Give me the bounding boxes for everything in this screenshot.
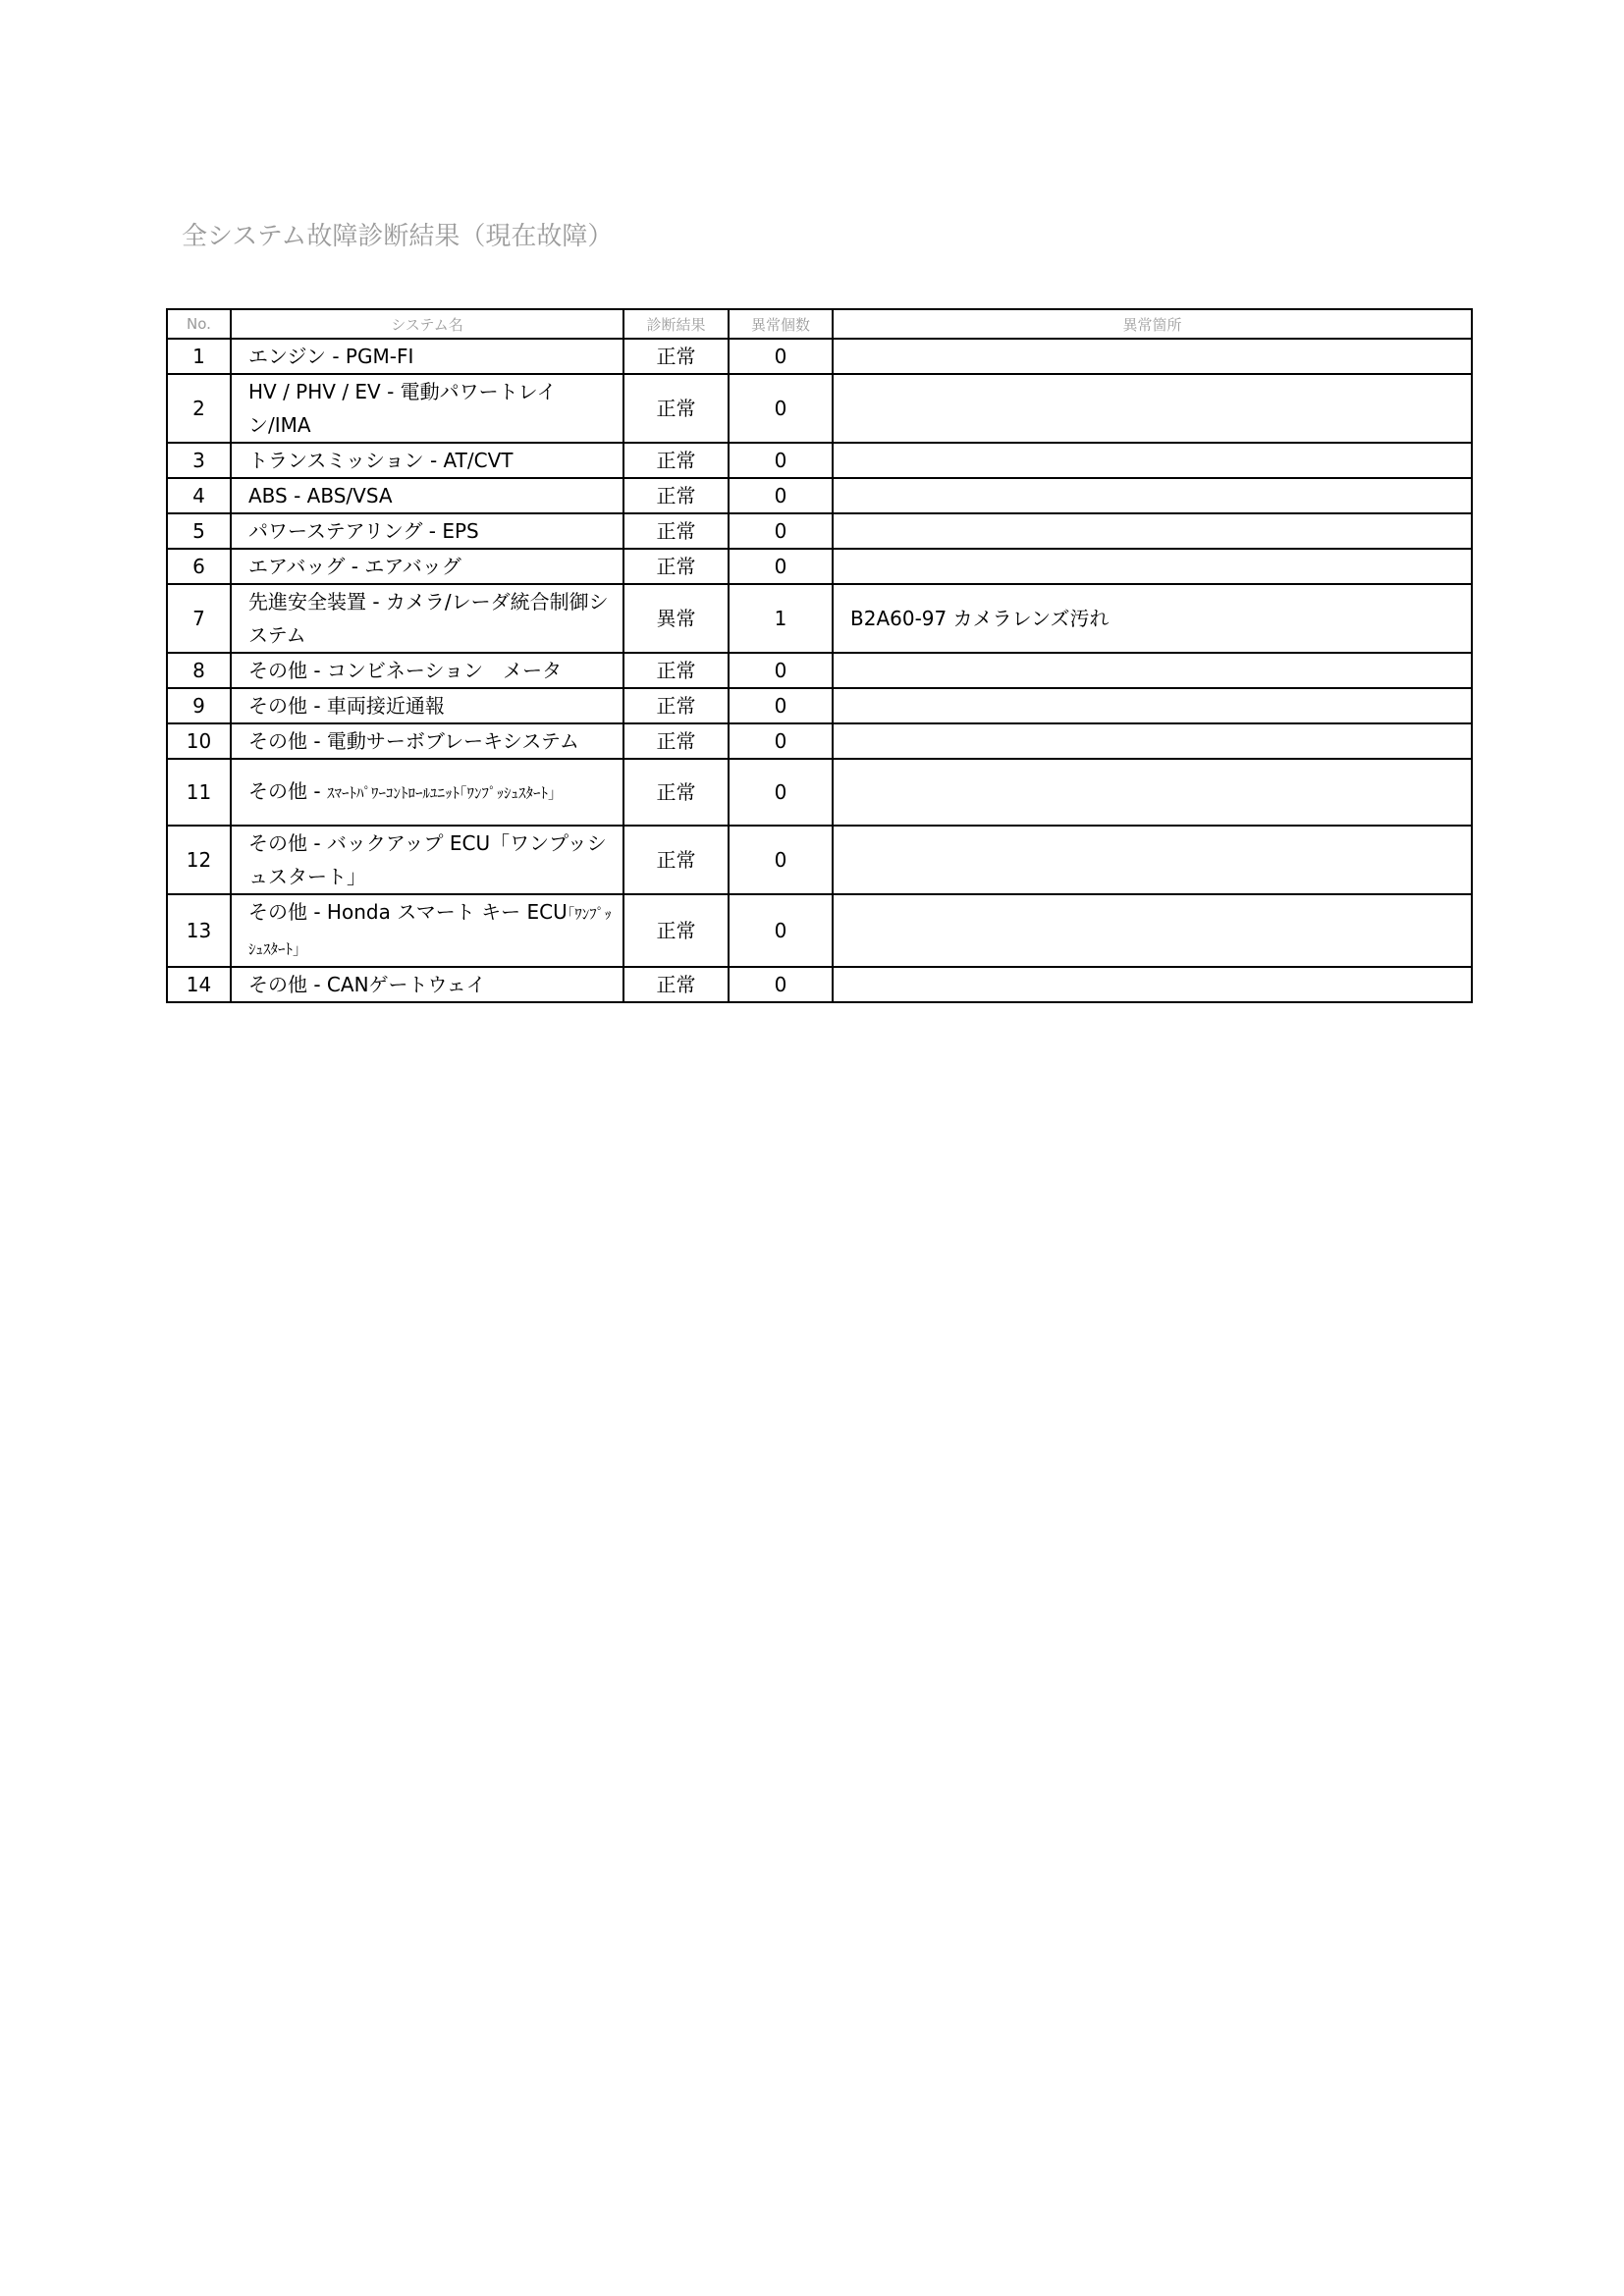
row-system: トランスミッション - AT/CVT — [231, 443, 623, 478]
row-location — [833, 894, 1472, 967]
row-result: 正常 — [623, 826, 729, 894]
table-row — [167, 584, 1472, 653]
row-location — [833, 967, 1472, 1002]
row-system-prefix: その他 - Honda スマート キー ECU — [248, 900, 568, 924]
row-no: 8 — [167, 653, 231, 688]
row-system: エンジン - PGM-FI — [231, 339, 623, 374]
row-no: 11 — [167, 759, 231, 826]
row-system — [231, 894, 623, 967]
page-title: 全システム故障診断結果（現在故障） — [182, 222, 614, 251]
row-result: 正常 — [623, 894, 729, 967]
table-row — [167, 826, 1472, 894]
row-result: 正常 — [623, 688, 729, 723]
table-row — [167, 688, 1472, 723]
row-count: 0 — [729, 688, 833, 723]
row-system: HV / PHV / EV - 電動パワートレイン/IMA — [231, 374, 623, 443]
row-no: 1 — [167, 339, 231, 374]
row-count: 0 — [729, 478, 833, 513]
row-count: 0 — [729, 549, 833, 584]
row-no: 5 — [167, 513, 231, 549]
table-row — [167, 723, 1472, 759]
table-row — [167, 513, 1472, 549]
row-system: その他 - 車両接近通報 — [231, 688, 623, 723]
row-location — [833, 688, 1472, 723]
row-system-kana: ｢ﾜﾝﾌﾟｯｼｭｽﾀｰﾄ｣ — [248, 905, 612, 958]
row-count: 0 — [729, 653, 833, 688]
table-row — [167, 653, 1472, 688]
row-result: 正常 — [623, 513, 729, 549]
row-result: 正常 — [623, 549, 729, 584]
row-system — [231, 759, 623, 826]
row-result: 正常 — [623, 374, 729, 443]
row-result: 正常 — [623, 478, 729, 513]
row-count: 1 — [729, 584, 833, 653]
header-system: システム名 — [231, 309, 623, 339]
row-count: 0 — [729, 339, 833, 374]
row-no: 7 — [167, 584, 231, 653]
table-row — [167, 759, 1472, 826]
row-system: その他 - コンビネーション メータ — [231, 653, 623, 688]
row-result: 正常 — [623, 723, 729, 759]
row-result: 正常 — [623, 443, 729, 478]
row-no: 9 — [167, 688, 231, 723]
row-location — [833, 826, 1472, 894]
row-system: その他 - バックアップ ECU「ワンプッシュスタート」 — [231, 826, 623, 894]
row-result: 正常 — [623, 759, 729, 826]
row-count: 0 — [729, 967, 833, 1002]
row-system: 先進安全装置 - カメラ/レーダ統合制御システム — [231, 584, 623, 653]
table-row — [167, 967, 1472, 1002]
header-no: No. — [167, 309, 231, 339]
row-result: 正常 — [623, 967, 729, 1002]
header-location: 異常箇所 — [833, 309, 1472, 339]
row-system: その他 - CANゲートウェイ — [231, 967, 623, 1002]
row-location — [833, 478, 1472, 513]
row-location — [833, 723, 1472, 759]
diagnosis-table — [166, 308, 1473, 1003]
row-result: 異常 — [623, 584, 729, 653]
row-result: 正常 — [623, 339, 729, 374]
row-result: 正常 — [623, 653, 729, 688]
row-no: 12 — [167, 826, 231, 894]
table-row — [167, 549, 1472, 584]
table-row — [167, 374, 1472, 443]
row-count: 0 — [729, 443, 833, 478]
row-system: エアバッグ - エアバッグ — [231, 549, 623, 584]
row-count: 0 — [729, 759, 833, 826]
row-location — [833, 759, 1472, 826]
row-count: 0 — [729, 723, 833, 759]
table-header-row — [167, 309, 1472, 339]
row-system: パワーステアリング - EPS — [231, 513, 623, 549]
row-count: 0 — [729, 513, 833, 549]
row-no: 2 — [167, 374, 231, 443]
table-row — [167, 443, 1472, 478]
row-location — [833, 513, 1472, 549]
row-system-kana: ｽﾏｰﾄﾊﾟﾜｰｺﾝﾄﾛｰﾙﾕﾆｯﾄ｢ﾜﾝﾌﾟｯｼｭｽﾀｰﾄ｣ — [326, 784, 556, 802]
table-row — [167, 339, 1472, 374]
header-count: 異常個数 — [729, 309, 833, 339]
table-row — [167, 894, 1472, 967]
row-no: 14 — [167, 967, 231, 1002]
row-location — [833, 549, 1472, 584]
row-location — [833, 374, 1472, 443]
row-location — [833, 339, 1472, 374]
row-location — [833, 653, 1472, 688]
row-system: その他 - 電動サーボブレーキシステム — [231, 723, 623, 759]
row-count: 0 — [729, 826, 833, 894]
row-no: 6 — [167, 549, 231, 584]
row-location — [833, 443, 1472, 478]
header-result: 診断結果 — [623, 309, 729, 339]
row-no: 13 — [167, 894, 231, 967]
row-no: 4 — [167, 478, 231, 513]
row-no: 10 — [167, 723, 231, 759]
row-system-prefix: その他 - — [248, 779, 327, 803]
row-count: 0 — [729, 374, 833, 443]
row-location: B2A60-97 カメラレンズ汚れ — [833, 584, 1472, 653]
row-no: 3 — [167, 443, 231, 478]
row-count: 0 — [729, 894, 833, 967]
table-row — [167, 478, 1472, 513]
row-system: ABS - ABS/VSA — [231, 478, 623, 513]
